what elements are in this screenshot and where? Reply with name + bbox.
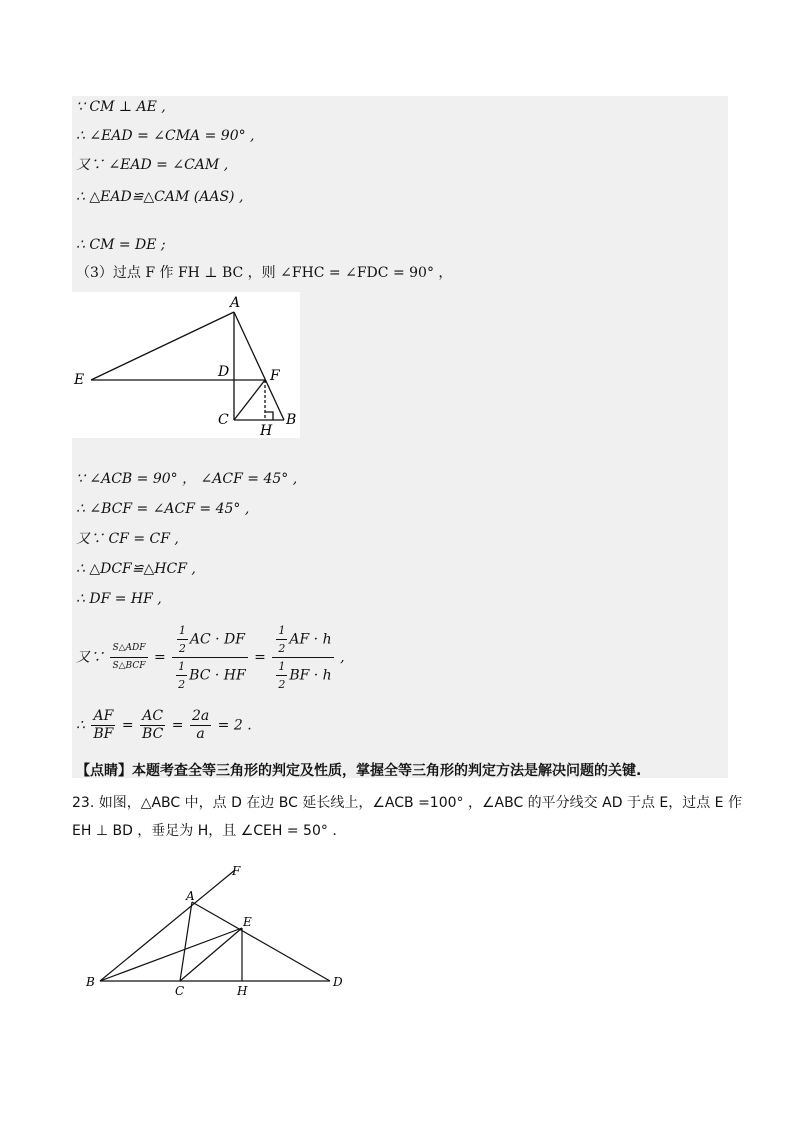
label-E: E (243, 915, 252, 929)
final-prefix: ∴ (76, 717, 85, 734)
question-23-line-1: 23. 如图，△ABC 中，点 D 在边 BC 延长线上，∠ACB =100° ，∠ABC 的平分线交 AD 于点 E，过点 E 作 (72, 795, 742, 811)
figure-1-drawing (72, 292, 300, 438)
ac-num: AC (140, 708, 165, 726)
half-den: 2 (178, 642, 186, 655)
step-line: （3）过点 F 作 FH ⊥ BC ，则 ∠FHC = ∠FDC = 90° ， (76, 265, 453, 281)
label-H: H (260, 423, 273, 438)
area-denominator: S△BCF (112, 661, 146, 671)
a-den: a (196, 726, 205, 742)
half-num: 1 (177, 622, 188, 640)
half-num: 1 (276, 658, 287, 676)
step-line: ∴ ∠EAD = ∠CMA = 90° , (76, 128, 255, 144)
twoa-num: 2a (191, 708, 210, 724)
step-line: ∴ △DCF≌△HCF , (76, 561, 196, 577)
bc-den: BC (142, 726, 164, 742)
step-line: ∴ CM = DE ; (76, 237, 166, 253)
step-line: ∵ CM ⊥ AE , (76, 99, 166, 115)
label-B: B (86, 975, 95, 989)
equals-sign: = (254, 649, 266, 666)
label-C: C (218, 412, 229, 428)
m2-denominator: BF · h (289, 667, 332, 684)
label-C: C (175, 984, 185, 998)
step-line: ∵ ∠ACB = 90° ， ∠ACF = 45° , (76, 471, 298, 487)
ratio-suffix: , (340, 649, 345, 666)
label-F: F (232, 864, 241, 878)
label-H: H (237, 984, 248, 998)
step-line: ∴ DF = HF , (76, 591, 162, 607)
equals-sign: = (153, 649, 166, 666)
final-ratio-equation (76, 708, 252, 743)
triangle-figure-2 (80, 860, 370, 1000)
m1-denominator: BC · HF (189, 667, 246, 684)
label-E: E (74, 372, 85, 388)
area-numerator: S△ADF (110, 640, 147, 658)
label-A: A (230, 295, 241, 311)
half-num: 1 (176, 658, 187, 676)
key-point-note: 【点睛】本题考查全等三角形的判定及性质，掌握全等三角形的判定方法是解决问题的关键. (76, 763, 642, 779)
label-D: D (218, 364, 230, 380)
label-A: A (186, 889, 195, 903)
equals-sign: = (171, 717, 184, 734)
area-ratio-equation (76, 622, 345, 693)
bf-den: BF (93, 726, 114, 742)
step-line: ∴ △EAD≌△CAM (AAS) , (76, 189, 244, 205)
question-23-line-2: EH ⊥ BD ，垂足为 H，且 ∠CEH = 50° . (72, 823, 337, 839)
label-D: D (333, 975, 343, 989)
half-num: 1 (276, 622, 287, 640)
step-line: 又∵ CF = CF , (76, 531, 179, 547)
af-num: AF (91, 708, 115, 726)
m2-numerator: AF · h (289, 631, 332, 648)
label-F: F (270, 368, 280, 384)
label-B: B (286, 412, 297, 428)
half-den: 2 (278, 642, 286, 655)
triangle-figure-1 (72, 292, 300, 438)
step-line: 又∵ ∠EAD = ∠CAM , (76, 157, 229, 173)
m1-numerator: AC · DF (189, 631, 245, 648)
ratio-prefix: 又∵ (76, 649, 104, 666)
final-result: = 2 . (217, 717, 252, 734)
equals-sign: = (121, 717, 134, 734)
step-line: ∴ ∠BCF = ∠ACF = 45° , (76, 501, 250, 517)
half-den: 2 (178, 678, 186, 691)
half-den: 2 (278, 678, 286, 691)
